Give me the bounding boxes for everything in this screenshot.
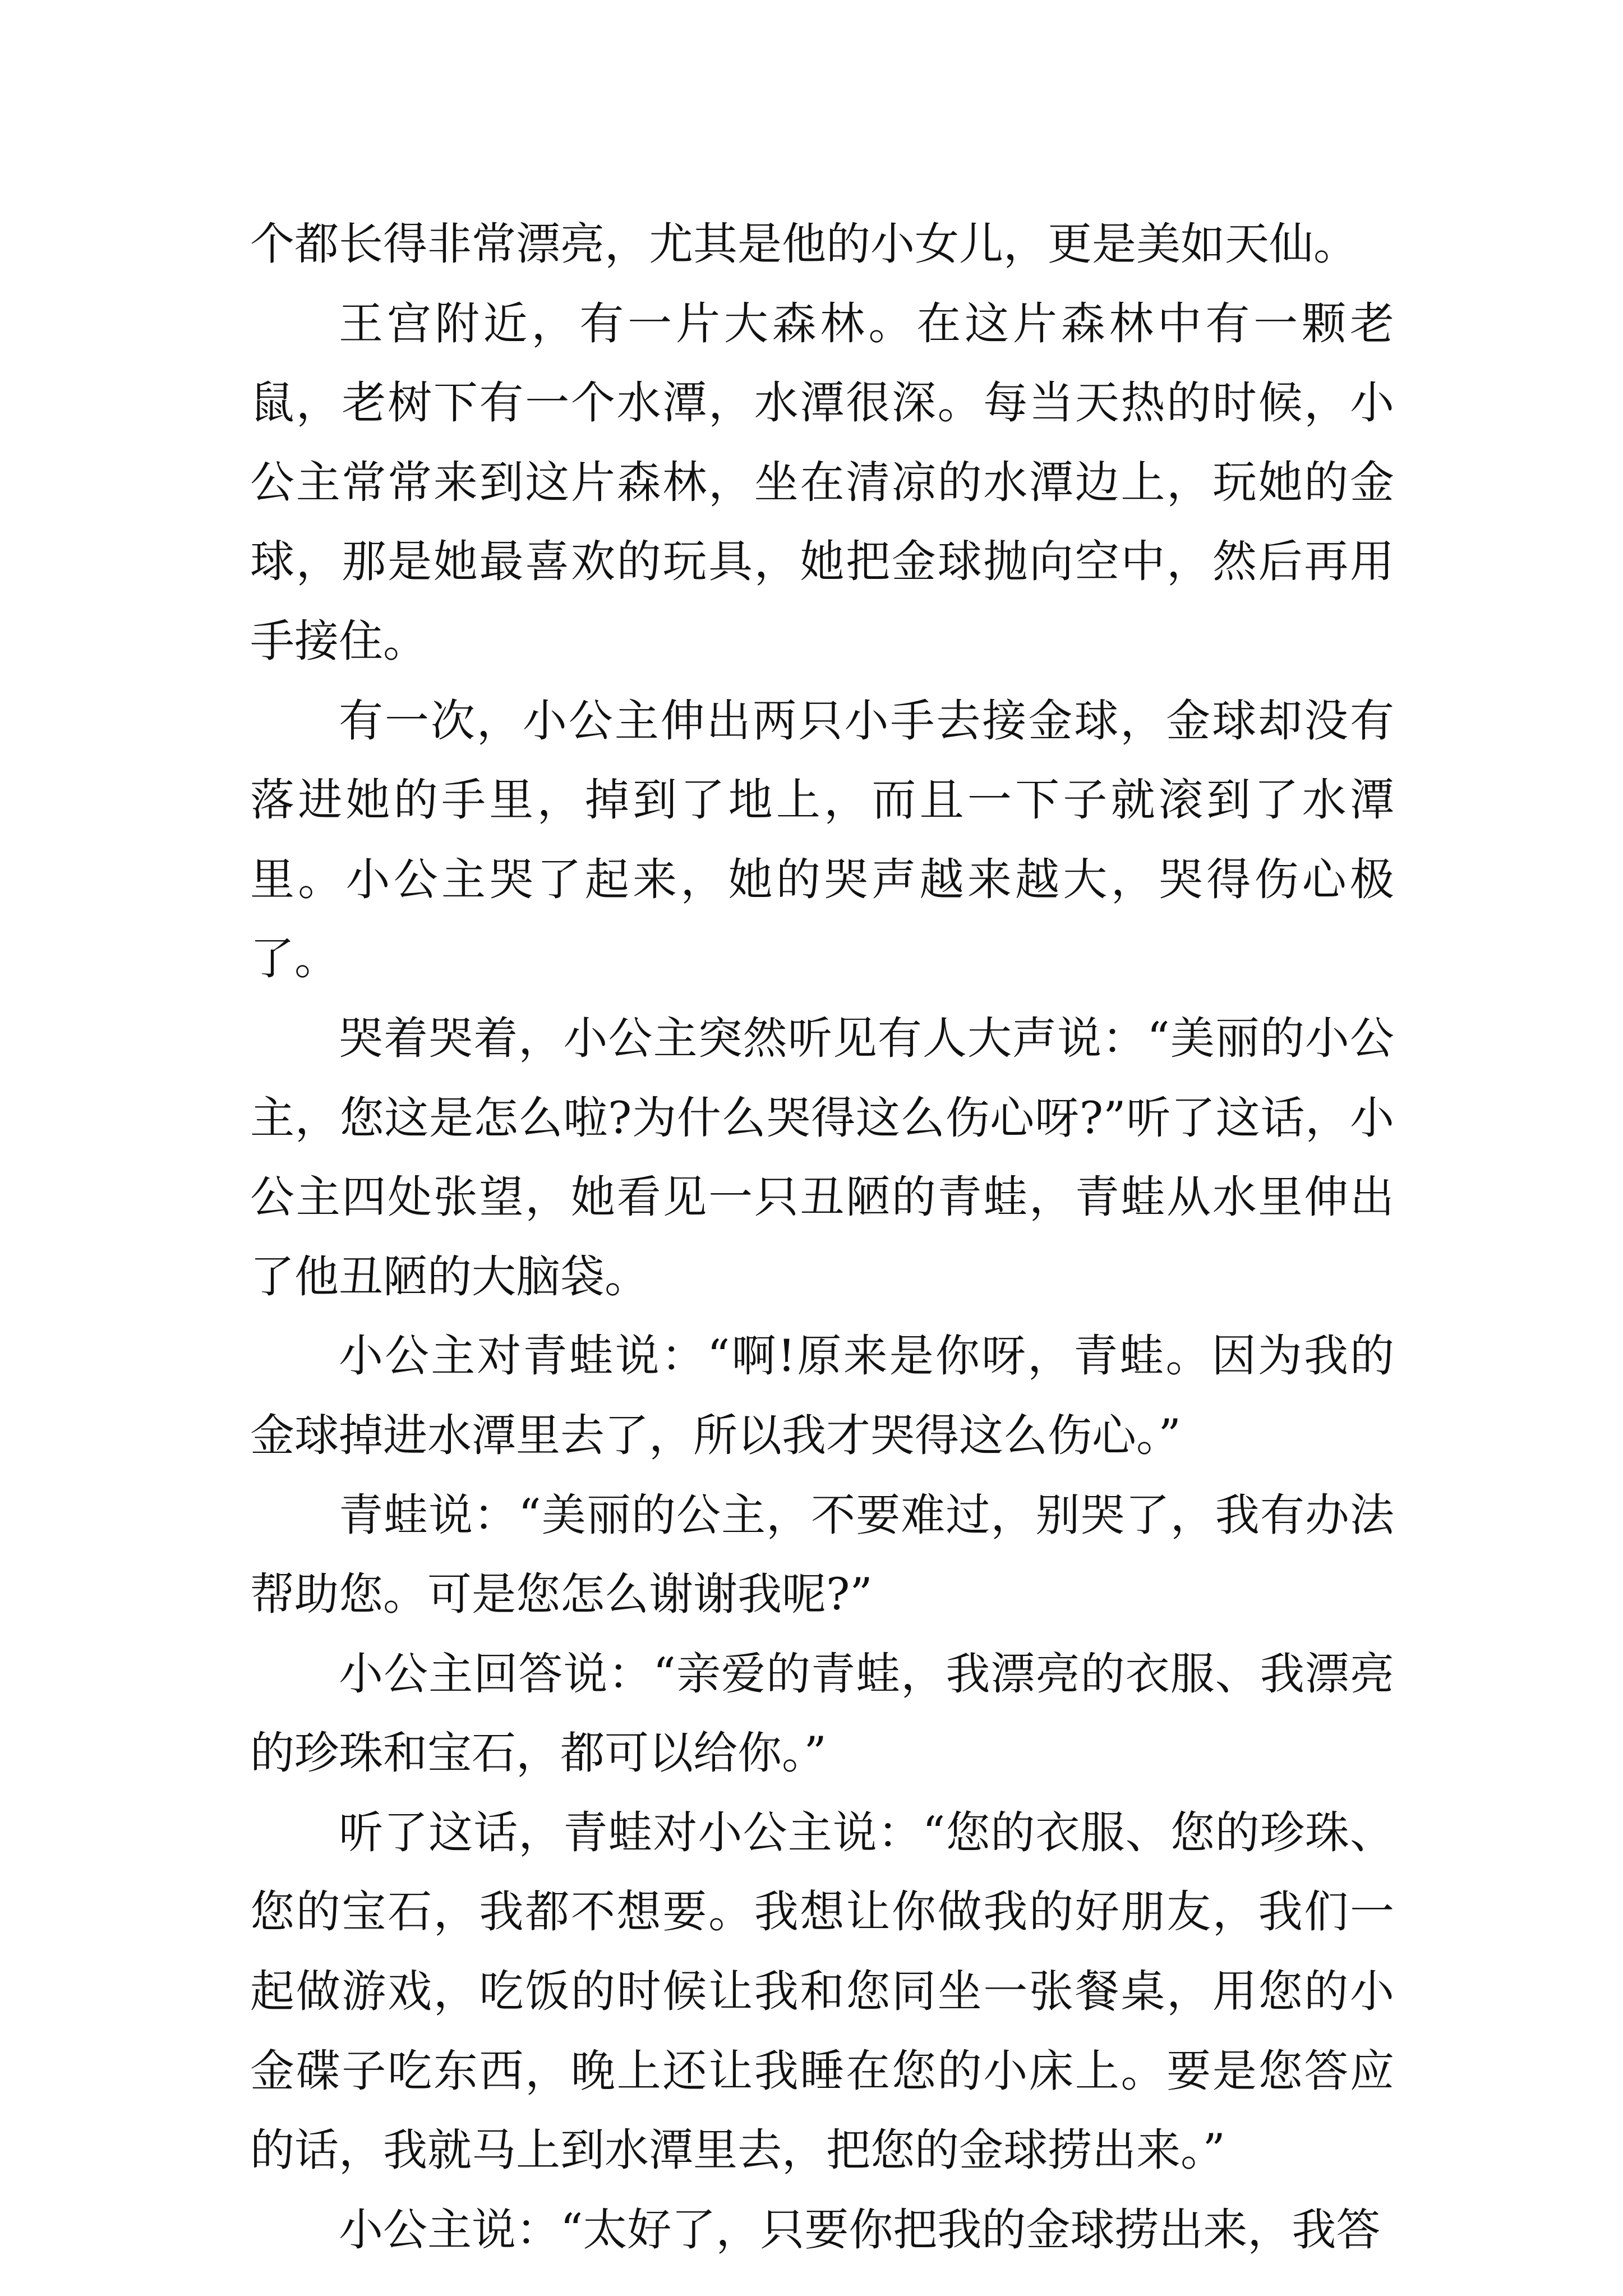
paragraph-princess-agrees: 小公主说：“太好了，只要你把我的金球捞出来，我答: [339, 2203, 1381, 2256]
paragraph-golden-ball: 有一次，小公主伸出两只小手去接金球，金球却没有落进她的手里，掉到了地上，而且一下子就滚到了水潭里。小公主哭了起来，她的哭声越来越大，哭得伤心极了。: [250, 694, 1394, 985]
paragraph-frog-offer: 青蛙说：“美丽的公主，不要难过，别哭了，我有办法帮助您。可是您怎么谢谢我呢?”: [250, 1489, 1394, 1621]
paragraph-frog-appears: 哭着哭着，小公主突然听见有人大声说：“美丽的小公主，您这是怎么啦?为什么哭得这么伤心呀?”听了这话，小公主四处张望，她看见一只丑陋的青蛙，青蛙从水里伸出了他丑陋的大脑袋。: [250, 1012, 1394, 1303]
story-text: [250, 205, 1394, 2270]
paragraph-forest: 王宫附近，有一片大森林。在这片森林中有一颗老鼠，老树下有一个水潭，水潭很深。每当天热的时候，小公主常常来到这片森林，坐在清凉的水潭边上，玩她的金球，那是她最喜欢的玩具，她把金球抛向空中，然后再用手接住。: [250, 297, 1394, 667]
paragraph-frog-request: 听了这话，青蛙对小公主说：“您的衣服、您的珍珠、您的宝石，我都不想要。我想让你做我的好朋友，我们一起做游戏，吃饭的时候让我和您同坐一张餐桌，用您的小金碟子吃东西，晚上还让我睡在您的小床上。要是您答应的话，我就马上到水潭里去，把您的金球捞出来。”: [250, 1806, 1394, 2177]
paragraph-princess-answer: 小公主回答说：“亲爱的青蛙，我漂亮的衣服、我漂亮的珍珠和宝石，都可以给你。”: [250, 1648, 1394, 1779]
paragraph-princess-reply: 小公主对青蛙说：“啊!原来是你呀，青蛙。因为我的金球掉进水潭里去了，所以我才哭得这么伤心。”: [250, 1330, 1394, 1461]
paragraph-continuation: 个都长得非常漂亮，尤其是他的小女儿，更是美如天仙。: [250, 218, 1358, 270]
